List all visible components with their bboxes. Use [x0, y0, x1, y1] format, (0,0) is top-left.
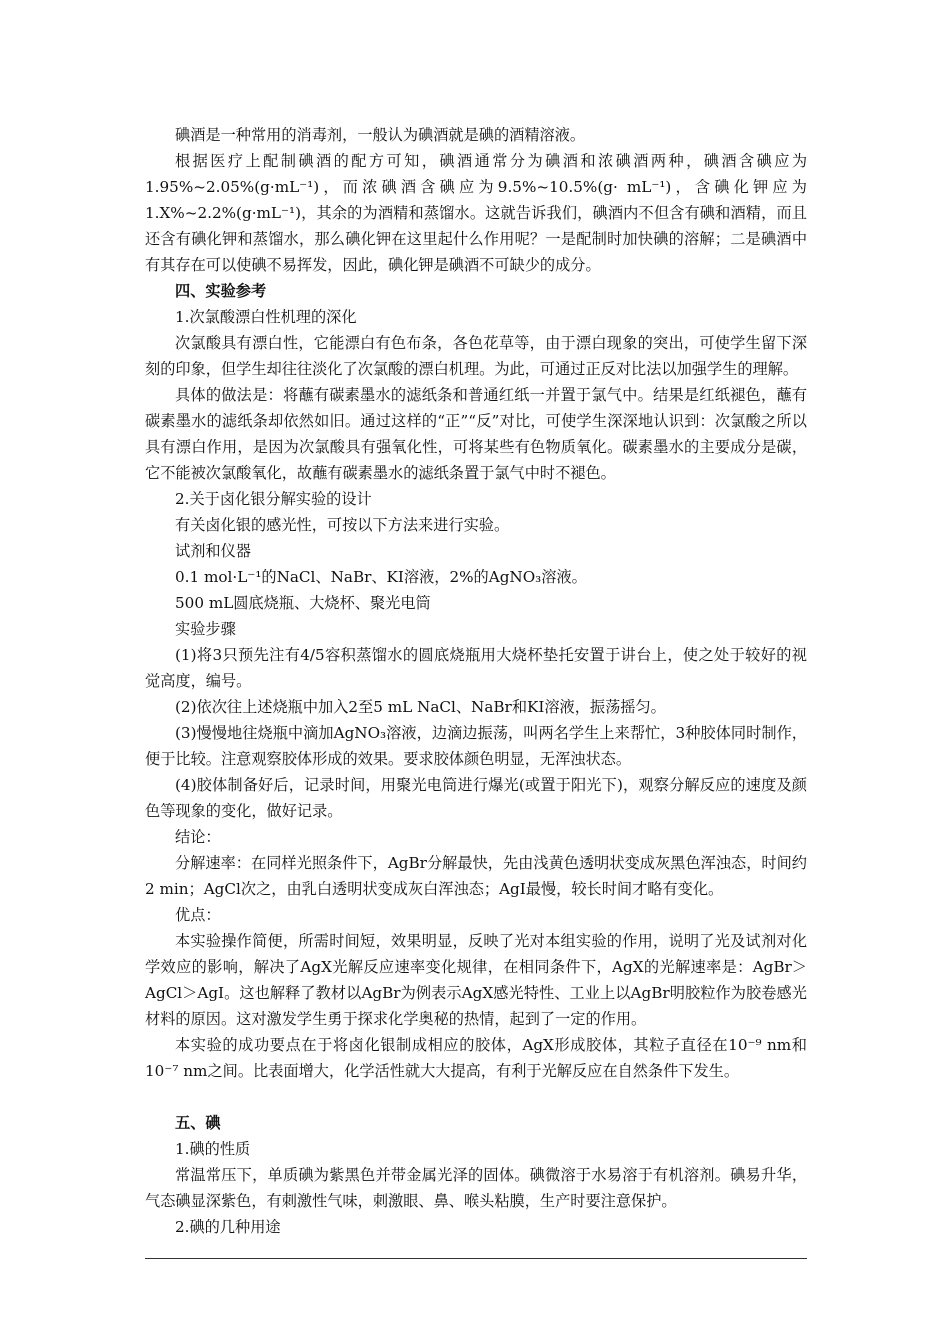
- paragraph: (1)将3只预先注有4/5容积蒸馏水的圆底烧瓶用大烧杯垫托安置于讲台上，使之处于较好的视觉高度，编号。: [145, 646, 807, 690]
- footer-divider: [145, 1258, 807, 1259]
- paragraph: 实验步骤: [175, 620, 236, 638]
- paragraph: 分解速率：在同样光照条件下，AgBr分解最快，先由浅黄色透明状变成灰黑色浑浊态，时间约2 min；AgCl次之，由乳白透明状变成灰白浑浊态；AgI最慢，较长时间才略有变化。: [145, 854, 807, 898]
- subsection-title: 2.碘的几种用途: [175, 1218, 281, 1236]
- paragraph: 500 mL圆底烧瓶、大烧杯、聚光电筒: [175, 594, 431, 612]
- paragraph: 本实验操作简便，所需时间短，效果明显，反映了光对本组实验的作用，说明了光及试剂对化学效应的影响，解决了AgX光解反应速率变化规律，在相同条件下，AgX的光解速率是：AgBr＞AgCl＞AgI。这也解释了教材以AgBr为例表示AgX感光特性、工业上以AgBr明胶粒作为胶卷感光材料的原因。这对激发学生勇于探求化学奥秘的热情，起到了一定的作用。: [145, 932, 807, 1028]
- paragraph: 根据医疗上配制碘酒的配方可知，碘酒通常分为碘酒和浓碘酒两种，碘酒含碘应为1.95%~2.05%(g·mL⁻¹)，而浓碘酒含碘应为9.5%~10.5%(g· mL⁻¹)，含碘化钾应为1.X%~2.2%(g·mL⁻¹)，其余的为酒精和蒸馏水。这就告诉我们，碘酒内不但含有碘和酒精，而且还含有碘化钾和蒸馏水，那么碘化钾在这里起什么作用呢？一是配制时加快碘的溶解；二是碘酒中有其存在可以使碘不易挥发，因此，碘化钾是碘酒不可缺少的成分。: [145, 152, 807, 274]
- paragraph: (2)依次往上述烧瓶中加入2至5 mL NaCl、NaBr和KI溶液，振荡摇匀。: [175, 698, 666, 716]
- document-body: [145, 122, 807, 1240]
- subsection-title: 1.碘的性质: [175, 1140, 251, 1158]
- subsection-title: 1.次氯酸漂白性机理的深化: [175, 308, 357, 326]
- section-heading: 五、碘: [175, 1114, 221, 1132]
- paragraph: 0.1 mol·L⁻¹的NaCl、NaBr、KI溶液，2%的AgNO₃溶液。: [175, 568, 587, 586]
- paragraph: 具体的做法是：将蘸有碳素墨水的滤纸条和普通红纸一并置于氯气中。结果是红纸褪色，蘸有碳素墨水的滤纸条却依然如旧。通过这样的“正”“反”对比，可使学生深深地认识到：次氯酸之所以具有漂白作用，是因为次氯酸具有强氧化性，可将某些有色物质氧化。碳素墨水的主要成分是碳，它不能被次氯酸氧化，故蘸有碳素墨水的滤纸条置于氯气中时不褪色。: [145, 386, 807, 482]
- paragraph: 碘酒是一种常用的消毒剂，一般认为碘酒就是碘的酒精溶液。: [175, 126, 586, 144]
- paragraph: 优点：: [175, 906, 221, 924]
- paragraph: 有关卤化银的感光性，可按以下方法来进行实验。: [175, 516, 510, 534]
- paragraph: 本实验的成功要点在于将卤化银制成相应的胶体，AgX形成胶体，其粒子直径在10⁻⁹ nm和10⁻⁷ nm之间。比表面增大，化学活性就大大提高，有利于光解反应在自然条件下发生。: [145, 1036, 807, 1080]
- paragraph: 次氯酸具有漂白性，它能漂白有色布条，各色花草等，由于漂白现象的突出，可使学生留下深刻的印象，但学生却往往淡化了次氯酸的漂白机理。为此，可通过正反对比法以加强学生的理解。: [145, 334, 807, 378]
- paragraph: (3)慢慢地往烧瓶中滴加AgNO₃溶液，边滴边振荡，叫两名学生上来帮忙，3种胶体同时制作，便于比较。注意观察胶体形成的效果。要求胶体颜色明显，无浑浊状态。: [145, 724, 807, 768]
- paragraph: 结论：: [175, 828, 221, 846]
- spacer: [145, 1084, 807, 1110]
- paragraph: 试剂和仪器: [175, 542, 251, 560]
- paragraph: 常温常压下，单质碘为紫黑色并带金属光泽的固体。碘微溶于水易溶于有机溶剂。碘易升华，气态碘显深紫色，有刺激性气味，刺激眼、鼻、喉头粘膜，生产时要注意保护。: [145, 1166, 807, 1210]
- paragraph: (4)胶体制备好后，记录时间，用聚光电筒进行爆光(或置于阳光下)，观察分解反应的速度及颜色等现象的变化，做好记录。: [145, 776, 807, 820]
- subsection-title: 2.关于卤化银分解实验的设计: [175, 490, 372, 508]
- section-heading: 四、实验参考: [175, 282, 267, 300]
